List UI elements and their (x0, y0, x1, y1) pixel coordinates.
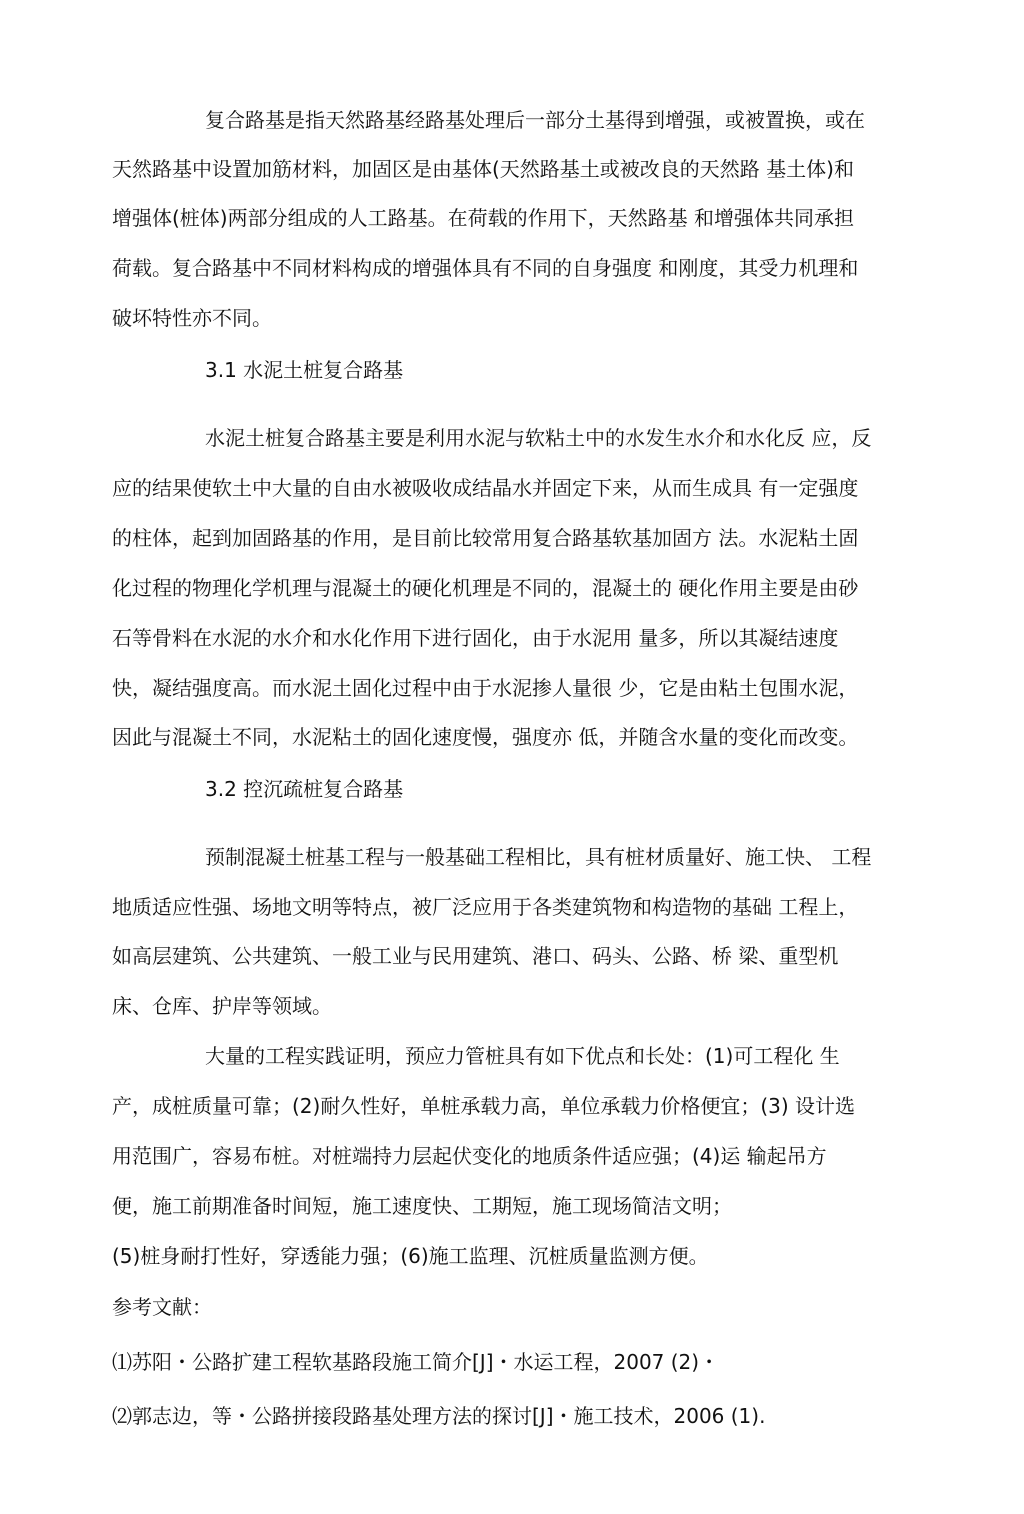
reference-item-1: ⑴苏阳・公路扩建工程软基路段施工简介[J]・水运工程，2007 (2)・ (112, 1350, 720, 1374)
section-3-2-para-1-line-3: 如高层建筑、公共建筑、一般工业与民用建筑、港口、码头、公路、桥 梁、重型机 (112, 944, 839, 968)
section-3-2-para-1-line-2: 地质适应性强、场地文明等特点，被厂泛应用于各类建筑物和构造物的基础 工程上， (112, 895, 859, 919)
reference-item-2: ⑵郭志边，等・公路拼接段路基处理方法的探讨[J]・施工技术，2006 (1). (112, 1404, 766, 1428)
section-3-2-para-2-line-4: 便，施工前期准备时间短，施工速度快、工期短，施工现场简洁文明； (112, 1194, 732, 1218)
section-3-1-heading: 3.1 水泥土桩复合路基 (205, 358, 404, 382)
paragraph-1-line-3: 增强体(桩体)两部分组成的人工路基。在荷载的作用下，天然路基 和增强体共同承担 (112, 206, 854, 230)
section-3-1-line-5: 石等骨料在水泥的水介和水化作用下进行固化，由于水泥用 量多，所以其凝结速度 (112, 626, 839, 650)
paragraph-1-line-1: 复合路基是指天然路基经路基处理后一部分土基得到增强，或被置换，或在 (205, 108, 865, 132)
section-3-1-line-1: 水泥土桩复合路基主要是利用水泥与软粘土中的水发生水介和水化反 应，反 (205, 426, 872, 450)
section-3-1-line-3: 的柱体，起到加固路基的作用，是目前比较常用复合路基软基加固方 法。水泥粘土固 (112, 526, 859, 550)
section-3-2-para-2-line-5: (5)桩身耐打性好，穿透能力强；(6)施工监理、沉桩质量监测方便。 (112, 1244, 709, 1268)
section-3-2-para-2-line-2: 产，成桩质量可靠；(2)耐久性好，单桩承载力高，单位承载力价格便宜；(3) 设计选 (112, 1094, 856, 1118)
section-3-2-para-2-line-1: 大量的工程实践证明，预应力管桩具有如下优点和长处：(1)可工程化 生 (205, 1044, 840, 1068)
section-3-1-line-7: 因此与混凝土不同，水泥粘土的固化速度慢，强度亦 低，并随含水量的变化而改变。 (112, 725, 859, 749)
section-3-2-heading: 3.2 控沉疏桩复合路基 (205, 777, 404, 801)
paragraph-1-line-5: 破坏特性亦不同。 (112, 306, 272, 330)
section-3-2-para-1-line-1: 预制混凝土桩基工程与一般基础工程相比，具有桩材质量好、施工快、 工程 (205, 845, 872, 869)
section-3-2-para-1-line-4: 床、仓库、护岸等领域。 (112, 994, 332, 1018)
section-3-2-para-2-line-3: 用范围广，容易布桩。对桩端持力层起伏变化的地质条件适应强；(4)运 输起吊方 (112, 1144, 827, 1168)
section-3-1-line-2: 应的结果使软土中大量的自由水被吸收成结晶水并固定下来，从而生成具 有一定强度 (112, 476, 859, 500)
section-3-1-line-6: 快，凝结强度高。而水泥土固化过程中由于水泥掺人量很 少，它是由粘土包围水泥， (112, 676, 859, 700)
references-heading: 参考文献： (112, 1295, 212, 1319)
section-3-1-line-4: 化过程的物理化学机理与混凝土的硬化机理是不同的，混凝土的 硬化作用主要是由砂 (112, 576, 859, 600)
paragraph-1-line-4: 荷载。复合路基中不同材料构成的增强体具有不同的自身强度 和刚度，其受力机理和 (112, 256, 859, 280)
paragraph-1-line-2: 天然路基中设置加筋材料，加固区是由基体(天然路基土或被改良的天然路 基土体)和 (112, 157, 854, 181)
